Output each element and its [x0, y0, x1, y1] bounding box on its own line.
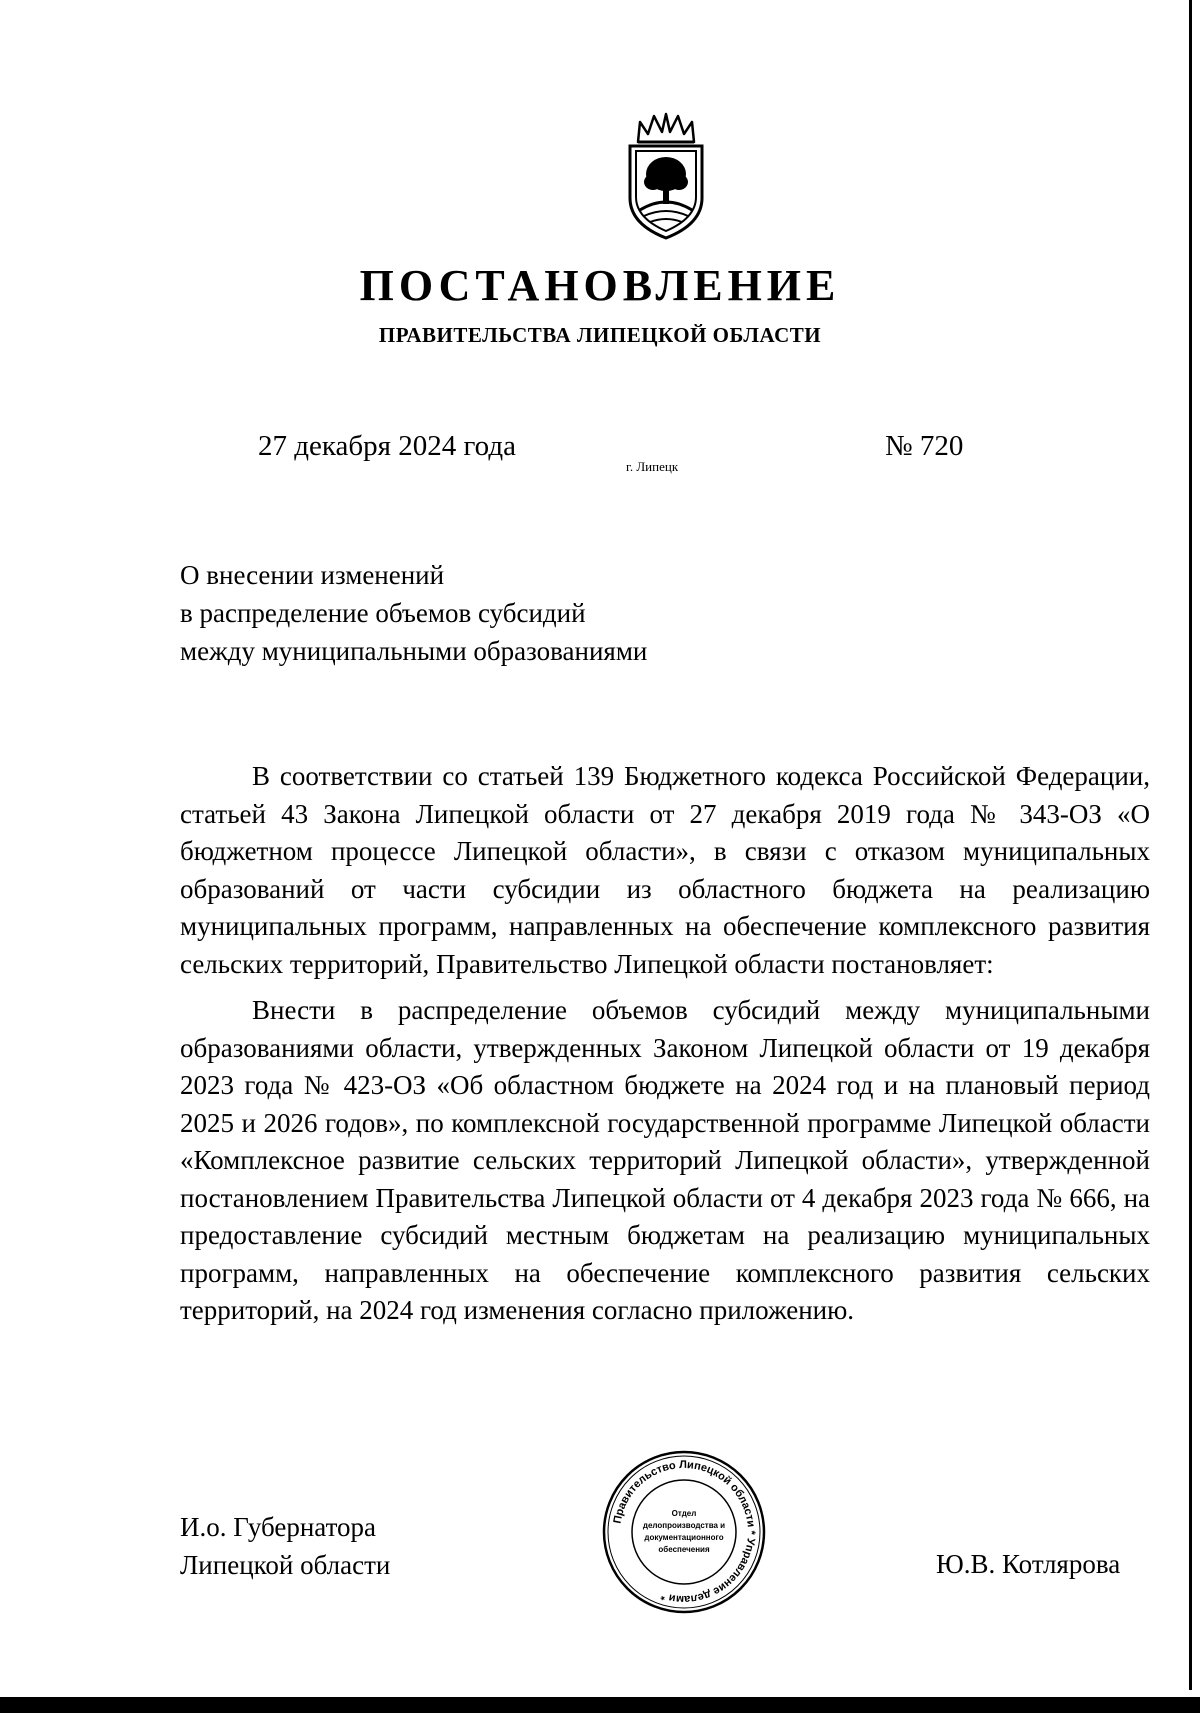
document-city: г. Липецк: [626, 459, 679, 474]
coat-of-arms-icon: [620, 112, 712, 242]
signatory-title-line: Липецкой области: [180, 1550, 391, 1580]
document-type-title: ПОСТАНОВЛЕНИЕ: [359, 261, 841, 310]
document-number: № 720: [885, 430, 964, 462]
stamp-inner-line: обеспечения: [658, 1545, 710, 1554]
official-stamp: [600, 1448, 768, 1616]
document-subject: [180, 556, 780, 670]
body-paragraph: В соответствии со статьей 139 Бюджетного кодекса Российской Федерации, статьей 43 Закона Липецкой области от 27 декабря 2019 года № 343-ОЗ «О бюджетном процессе Липецкой области», в связи с отказом муниципальных образований от части субсидии из областного бюджета на реализацию муниципальных программ, направленных на обеспечение комплексного развития сельских территорий, Правительство Липецкой области постановляет:: [180, 761, 1150, 979]
scan-bottom-edge: [0, 1697, 1200, 1713]
signatory-title-line: И.о. Губернатора: [180, 1512, 377, 1542]
subject-line: О внесении изменений: [180, 560, 445, 590]
scan-right-edge: [1189, 0, 1192, 1690]
document-body: [180, 758, 1150, 1339]
stamp-outer-text: Правительство Липецкой области * Управление делами *: [611, 1458, 758, 1606]
stamp-inner-line: документационного: [644, 1533, 724, 1542]
issuer-name: ПРАВИТЕЛЬСТВА ЛИПЕЦКОЙ ОБЛАСТИ: [378, 323, 822, 347]
body-paragraph: Внести в распределение объемов субсидий между муниципальными образованиями области, утвержденных Законом Липецкой области от 19 декабря 2023 года № 423-ОЗ «Об областном бюджете на 2024 год и на плановый период 2025 и 2026 годов», по комплексной государственной программе Липецкой области «Комплексное развитие сельских территорий Липецкой области», утвержденной постановлением Правительства Липецкой области от 4 декабря 2023 года № 666, на предоставление субсидий местным бюджетам на реализацию муниципальных программ, направленных на обеспечение комплексного развития сельских территорий, на 2024 год изменения согласно приложению.: [180, 995, 1150, 1325]
signatory-title: [180, 1508, 390, 1584]
stamp-inner-line: Отдел: [671, 1509, 697, 1518]
subject-line: в распределение объемов субсидий: [180, 598, 586, 628]
stamp-inner-line: делопроизводства и: [642, 1521, 726, 1530]
subject-line: между муниципальными образованиями: [180, 636, 648, 666]
signatory-name: Ю.В. Котлярова: [936, 1549, 1121, 1579]
document-date: 27 декабря 2024 года: [258, 430, 516, 462]
